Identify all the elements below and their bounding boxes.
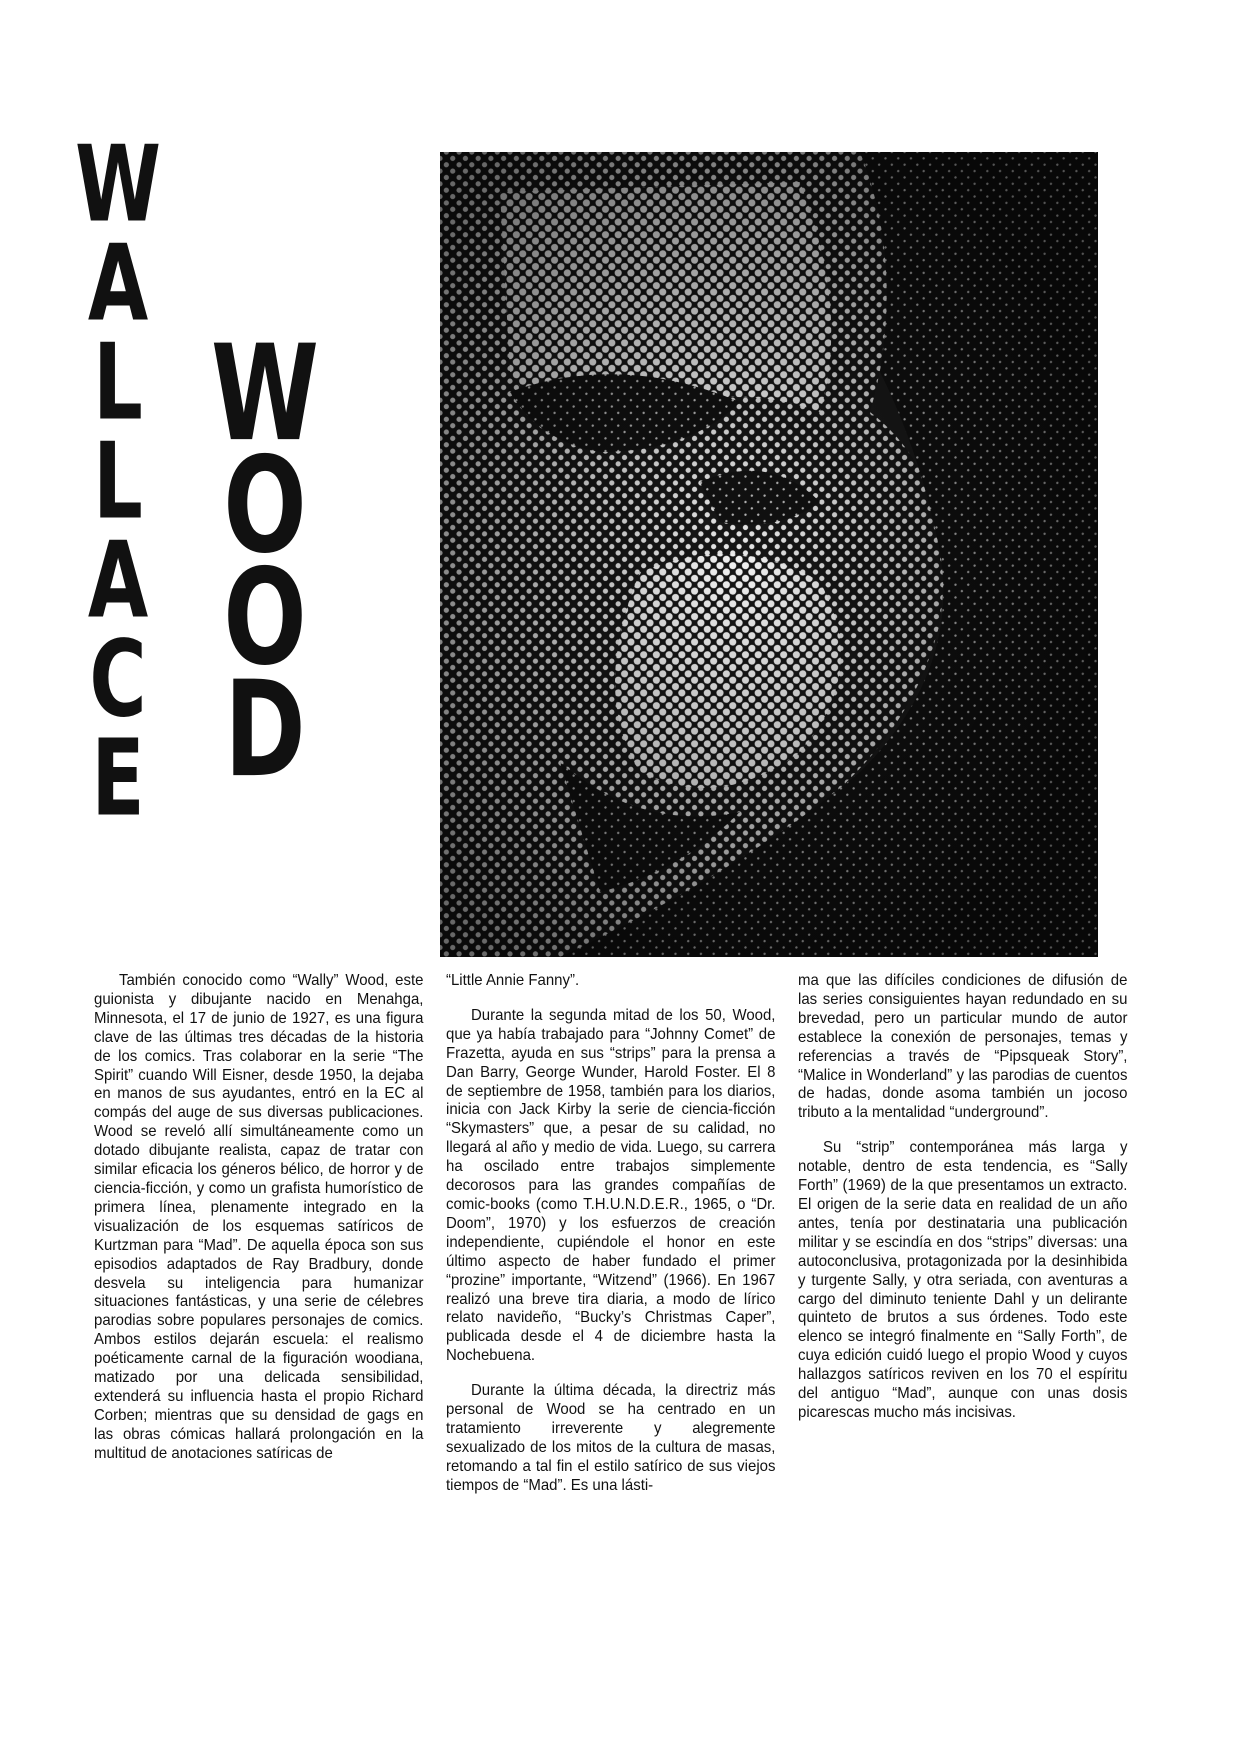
paragraph: Durante la segunda mitad de los 50, Wood, que ya había trabajado para “Johnny Comet” de Frazetta, ayuda en sus “strips” para la prensa a Dan Barry, George Wunder, Harold Foster. El 8 de septiembre de 1958, también para los diarios, inicia con Jack Kirby la serie de ciencia-ficción “Skymasters” que, a pesar de su calidad, no llegará al año y medio de vida. Luego, su carrera ha oscilado entre trabajos simplemente decorosos para las grandes compañías de comic-books (como T.H.U.N.D.E.R., 1965, o “Dr. Doom”, 1970) y los esfuerzos de creación independiente, cupiéndole el honor en este último aspecto de haber fundado el primer “prozine” importante, “Witzend” (1966). En 1967 realizó una breve tira diaria, a modo de lírico relato navideño, “Bucky’s Christmas Caper”, publicada desde el 4 de diciembre hasta la Nochebuena.: [446, 1006, 776, 1365]
paragraph: También conocido como “Wally” Wood, este guionista y dibujante nacido en Menahga, Minnesota, el 17 de junio de 1927, es una figura clave de las últimas tres décadas de la historia de los comics. Tras colaborar en la serie “The Spirit” cuando Will Eisner, desde 1950, la dejaba en manos de sus ayudantes, entró en la EC al compás del auge de sus diversas publicaciones. Wood se reveló allí simultáneamente como un dotado dibujante realista, capaz de tratar con similar eficacia los géneros bélico, de horror y de ciencia-ficción, y como un grafista humorístico de primera línea, plenamente integrado en la visualización de los esquemas satíricos de Kurtzman para “Mad”. De aquella época son sus episodios adaptados de Ray Bradbury, donde desvela su inteligencia para humanizar situaciones fantásticas, y una serie de célebres parodias sobre populares personajes de comics. Ambos estilos dejarán escuela: el realismo poéticamente carnal de la figuración woodiana, matizado por una delicada sensibilidad, extenderá su influencia hasta el propio Richard Corben; mientras que su densidad de gags en las obras cómicas hallará prolongación en la multitud de anotaciones satíricas de: [94, 972, 424, 1462]
title-letter: W: [74, 124, 162, 247]
title-letter: A: [87, 520, 149, 643]
title-letter: L: [93, 421, 143, 544]
paragraph: “Little Annie Fanny”.: [446, 972, 580, 989]
article-body: [94, 972, 1128, 1512]
column-3: [798, 972, 1128, 1512]
title-letter: D: [224, 653, 306, 808]
paragraph: Su “strip” contemporánea más larga y notable, dentro de esta tendencia, es “Sally Forth” (1969) de la que presentamos un extracto. El origen de la serie data en realidad de un año antes, tenía por destinataria una publicación militar y se escindía en dos “strips” diversas: una autoconclusiva, protagonizada por la desinhibida y turgente Sally, y otra seriada, con aventuras a cargo del diminuto teniente Dahl y un delirante quinteto de brutos a sus órdenes. Todo este elenco se integró finalmente en “Sally Forth”, de cuya edición cuidó luego el propio Wood y cuyos hallazgos satíricos reviven en los 70 el espíritu del antiguo “Mad”, aunque con unas dosis picarescas mucho más incisivas.: [798, 1139, 1128, 1421]
title-letter: O: [223, 541, 307, 696]
title-letter: O: [223, 429, 307, 584]
title-letter: W: [210, 317, 320, 472]
title-first-name: [58, 124, 178, 843]
halftone-portrait-icon: [440, 152, 1098, 957]
paragraph: Durante la última década, la directriz más personal de Wood se ha centrado en un tratamiento irreverente y alegremente sexualizado de los mitos de la cultura de masas, retomando a tal fin el estilo satírico de sus viejos tiempos de “Mad”. Es una lásti-: [446, 1382, 776, 1494]
title-letter: A: [87, 223, 149, 346]
column-1: [94, 972, 424, 1512]
title-letter: L: [93, 322, 143, 445]
title-letter: C: [89, 619, 147, 742]
portrait-photo: [440, 152, 1098, 957]
title-letter: E: [91, 718, 145, 841]
column-2: [446, 972, 776, 1512]
title-last-name: [205, 317, 325, 808]
paragraph: ma que las difíciles condiciones de difusión de las series consiguientes hayan redundado en su brevedad, pero un particular mundo de autor establece la conexión de personajes, temas y referencias a través de “Pipsqueak Story”, “Malice in Wonderland” y las parodias de cuentos de hadas, donde asoma también un jocoso tributo a la mentalidad “underground”.: [798, 972, 1128, 1122]
